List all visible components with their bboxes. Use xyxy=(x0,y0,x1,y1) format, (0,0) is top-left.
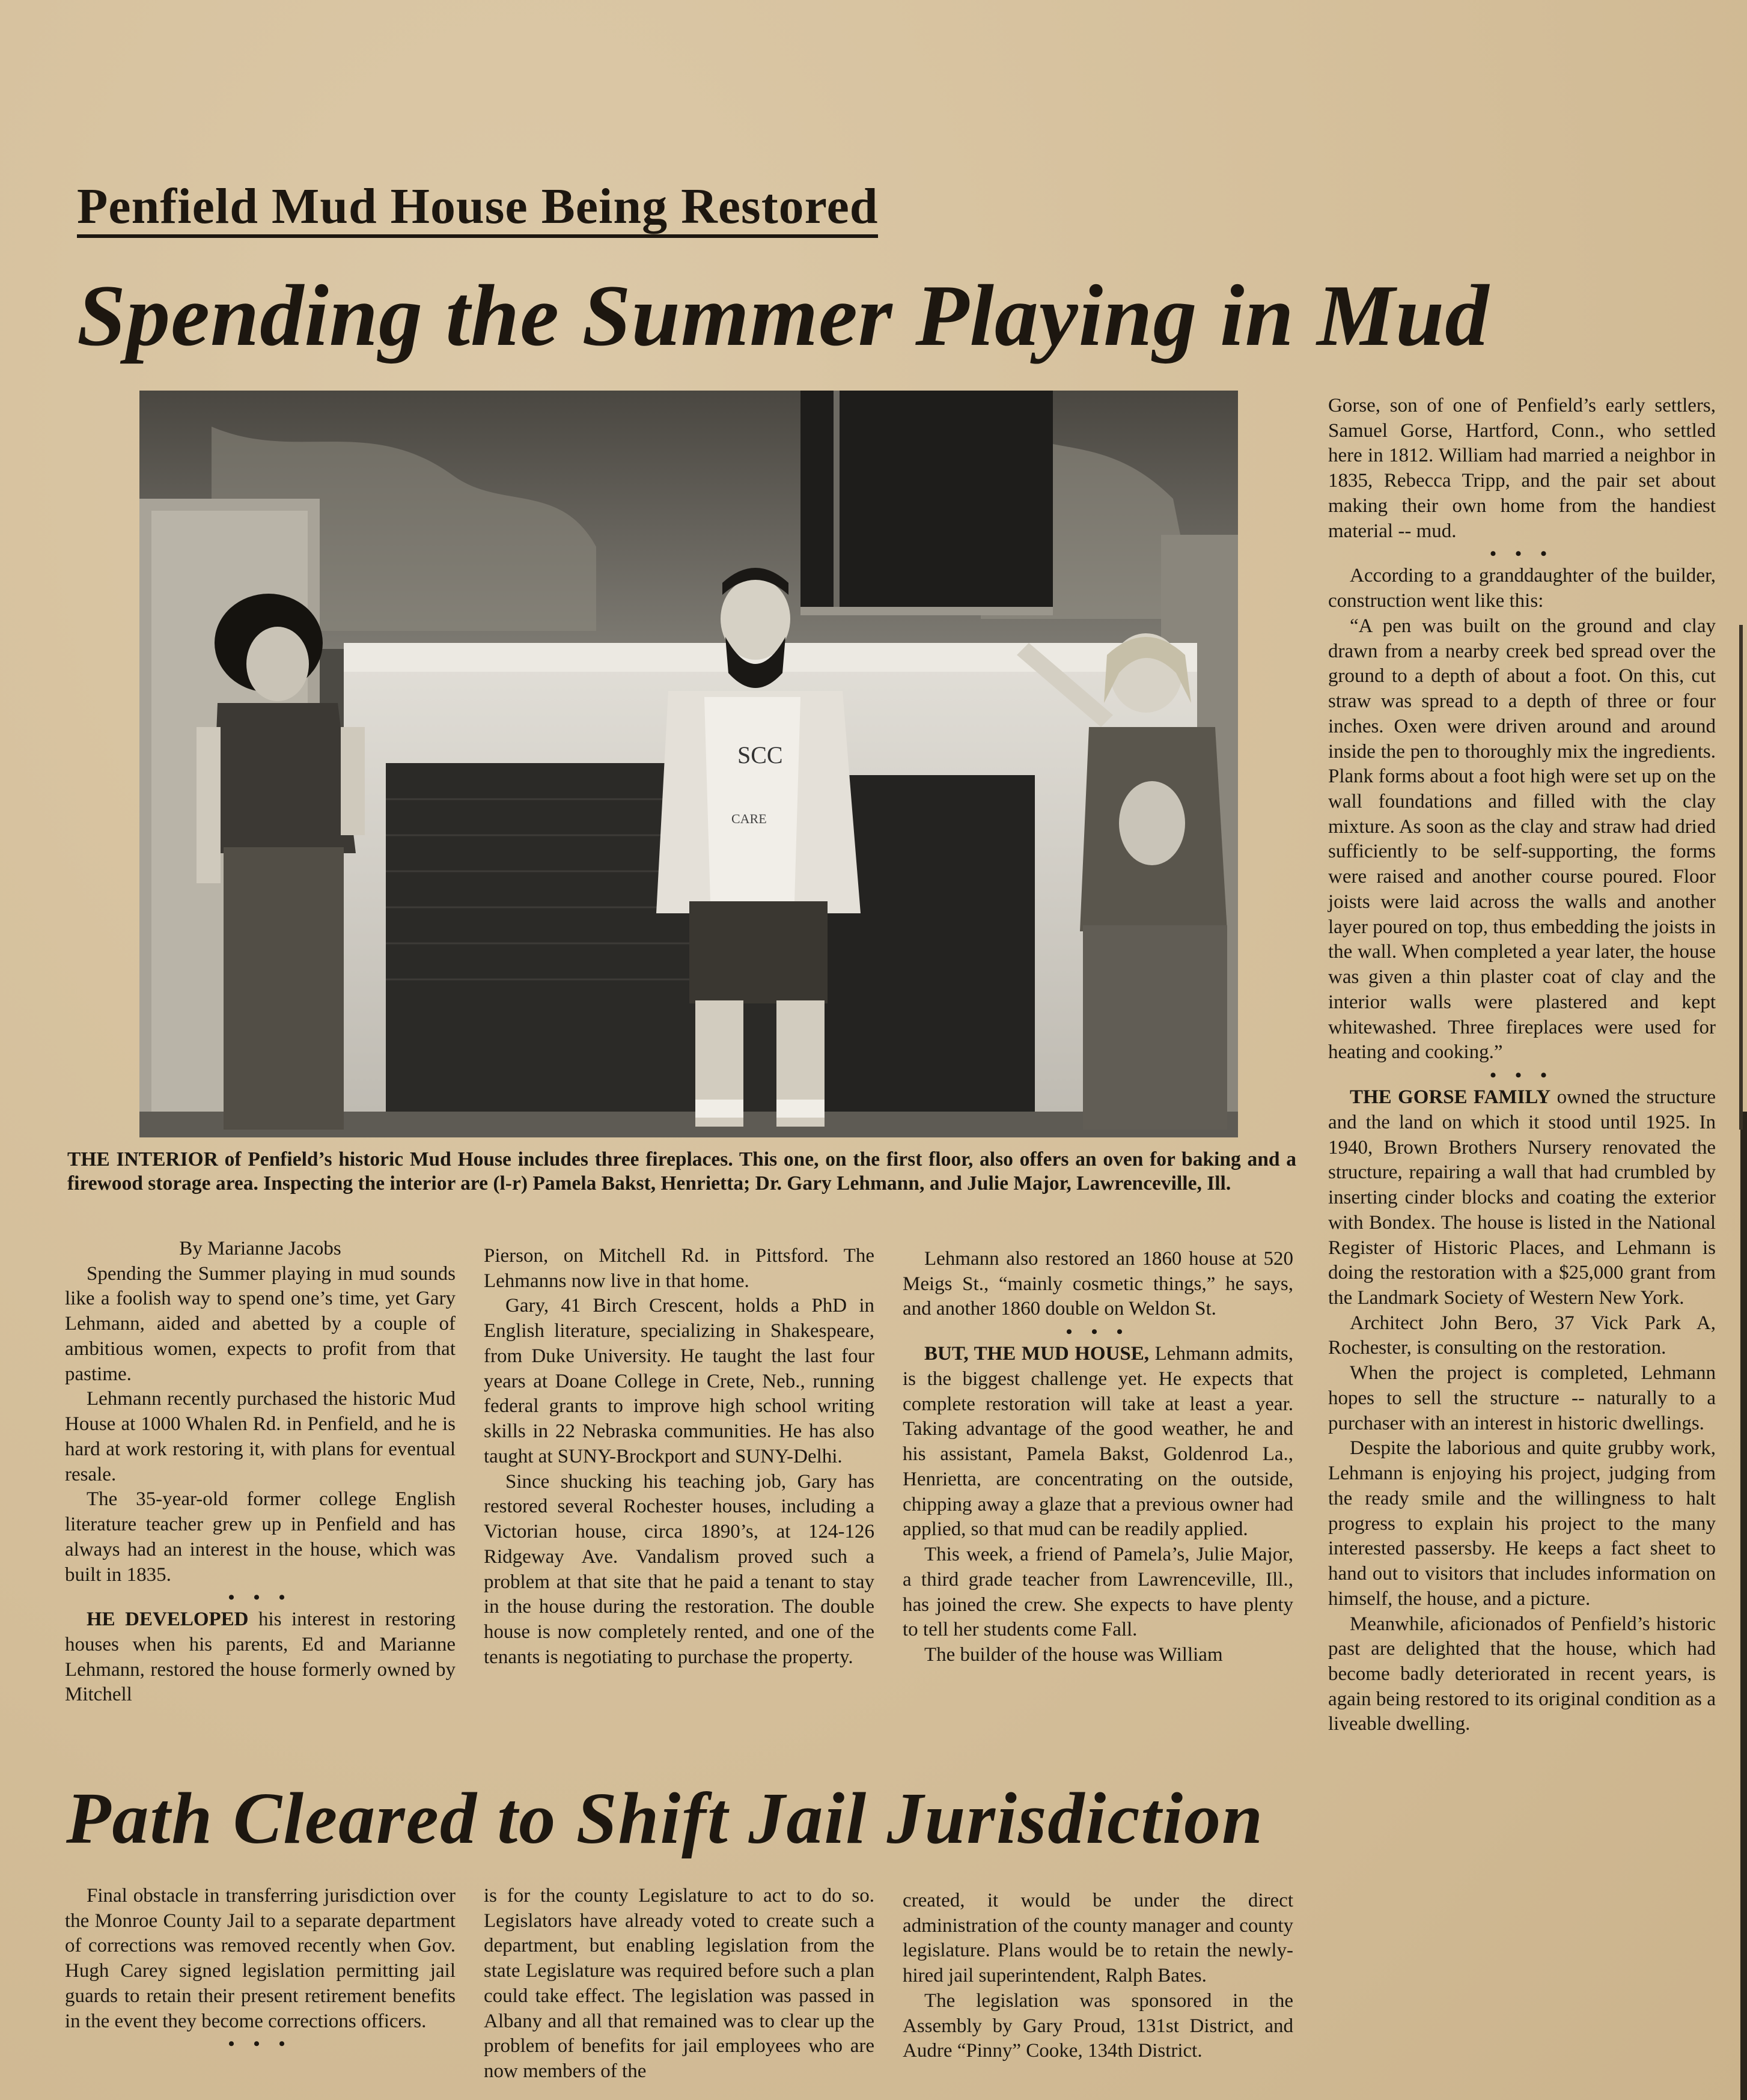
page-edge xyxy=(1740,1112,1747,2100)
paragraph: Architect John Bero, 37 Vick Park A, Rochester, is consulting on the restoration. xyxy=(1328,1312,1716,1359)
paragraph: Final obstacle in transferring jurisdiction over the Monroe County Jail to a separate department of corrections was removed recently when Gov. Hugh Carey signed legislation permitting jail guards to retain their present retirement benefits in the event they become corrections officers. xyxy=(65,1885,456,2032)
paragraph: created, it would be under the direct administration of the county manager and county legislature. Plans would be to retain the newly-hired jail superintendent, Ralph Bates. xyxy=(903,1890,1293,1987)
paragraph-text: his interest in restoring houses when his parents, Ed and Marianne Lehmann, restored the house formerly owned by Mitchell xyxy=(65,1608,456,1706)
paragraph-text: owned the structure and the land on which it stood until 1925. In 1940, Brown Brothers Nursery renovated the structure, repairing a wall that had crumbled by inserting cinder blocks and coating the exterior with Bondex. The house is listed in the National Register of Historic Places, and Lehmann is doing the restoration with a $25,000 grant from the Landmark Society of Western New York. xyxy=(1328,1086,1716,1309)
article-column-4 xyxy=(1328,394,1716,1737)
paragraph: Lehmann also restored an 1860 house at 520 Meigs St., “mainly cosmetic things,” he says, and another 1860 double on Weldon St. xyxy=(903,1248,1293,1320)
paragraph: This week, a friend of Pamela’s, Julie Major, a third grade teacher from Lawrenceville, Ill., has joined the crew. She expects to have plenty to tell her students come Fall. xyxy=(903,1544,1293,1641)
section-divider: • • • xyxy=(1490,1065,1554,1086)
article-photo xyxy=(139,391,1238,1137)
main-headline: Spending the Summer Playing in Mud xyxy=(77,267,1490,364)
section-divider: • • • xyxy=(1066,1322,1130,1342)
jail-column-2 xyxy=(484,1884,874,2084)
article-column-3 xyxy=(903,1247,1293,1668)
section-divider: • • • xyxy=(228,1587,293,1608)
photo-caption: THE INTERIOR of Penfield’s historic Mud House includes three fireplaces. This one, on the first floor, also offers an oven for baking and a firewood storage area. Inspecting the interior are (l-r) Pamela Bakst, Henrietta; Dr. Gary Lehmann, and Julie Major, Lawrenceville, Ill. xyxy=(67,1148,1296,1195)
page-edge-upper xyxy=(1739,625,1743,1130)
paragraph xyxy=(903,1342,1293,1542)
paragraph: Despite the laborious and quite grubby work, Lehmann is enjoying his project, judging from the ready smile and the willingness to halt progress to explain his project to the many interested passersby. He keeps a fact sheet to hand out to visitors that includes information on himself, the house, and a picture. xyxy=(1328,1437,1716,1610)
byline: By Marianne Jacobs xyxy=(179,1238,341,1259)
section-divider: • • • xyxy=(1490,544,1554,564)
photo-illustration xyxy=(139,391,1238,1137)
shirt-text-2: CARE xyxy=(731,811,767,826)
lead-in: HE DEVELOPED xyxy=(87,1608,249,1631)
paragraph: The 35-year-old former college English literature teacher grew up in Penfield and has always had an interest in the house, which was built in 1835. xyxy=(65,1488,456,1586)
kicker-headline: Penfield Mud House Being Restored xyxy=(77,180,878,238)
paragraph xyxy=(1328,1085,1716,1311)
shirt-text: SCC xyxy=(737,741,783,768)
article-column-1 xyxy=(65,1237,456,1708)
article-column-2 xyxy=(484,1244,874,1670)
paragraph: Gorse, son of one of Penfield’s early settlers, Samuel Gorse, Hartford, Conn., who settled here in 1812. William had married a neighbor in 1835, Rebecca Tripp, and the pair set about making their own home from the handiest material -- mud. xyxy=(1328,395,1716,542)
paragraph: Meanwhile, aficionados of Penfield’s historic past are delighted that the house, which had become badly deteriorated in recent years, is again being restored to its original condition as a liveable dwelling. xyxy=(1328,1613,1716,1735)
second-headline: Path Cleared to Shift Jail Jurisdiction xyxy=(66,1778,1264,1859)
lead-in: BUT, THE MUD HOUSE, xyxy=(924,1343,1150,1365)
paragraph: According to a granddaughter of the builder, construction went like this: xyxy=(1328,565,1716,612)
paragraph-text: Lehmann admits, is the biggest challenge yet. He expects that complete restoration will take at least a year. Taking advantage of the good weather, he and his assistant, Pamela Bakst, Goldenrod La., Henrietta, are concentrating on the outside, chipping away a glaze that a previous owner had applied, so that mud can be readily applied. xyxy=(903,1343,1293,1541)
paragraph: Lehmann recently purchased the historic Mud House at 1000 Whalen Rd. in Penfield, and he is hard at work restoring it, with plans for eventual resale. xyxy=(65,1388,456,1485)
jail-column-1 xyxy=(65,1884,456,2054)
section-divider: • • • xyxy=(228,2034,293,2054)
paragraph: Gary, 41 Birch Crescent, holds a PhD in English literature, specializing in Shakespeare, from Duke University. He taught the last four years at Doane College in Crete, Neb., running federal grants to improve high school writing skills in 22 Nebraska communities. He has also taught at SUNY-Brockport and SUNY-Delhi. xyxy=(484,1295,874,1467)
paragraph: Since shucking his teaching job, Gary has restored several Rochester houses, including a Victorian house, circa 1890’s, at 124-126 Ridgeway Ave. Vandalism proved such a problem at that site that he paid a tenant to stay in the house during the restoration. The double house is now completely rented, and one of the tenants is negotiating to purchase the property. xyxy=(484,1470,874,1668)
paragraph: The legislation was sponsored in the Assembly by Gary Proud, 131st District, and Audre “Pinny” Cooke, 134th District. xyxy=(903,1989,1293,2062)
paragraph xyxy=(65,1607,456,1708)
paragraph: is for the county Legislature to act to do so. Legislators have already voted to create such a department, but enabling legislation from the state Legislature was required before such a plan could take effect. The legislation was passed in Albany and all that remained was to clear up the problem of benefits for jail employees who are now members of the xyxy=(484,1885,874,2083)
paragraph: When the project is completed, Lehmann hopes to sell the structure -- naturally to a purchaser with an interest in historic dwellings. xyxy=(1328,1362,1716,1434)
paragraph: Spending the Summer playing in mud sounds like a foolish way to spend one’s time, yet Gary Lehmann, aided and abetted by a couple of ambitious women, expects to profit from that pastime. xyxy=(65,1262,456,1385)
paragraph: The builder of the house was William xyxy=(924,1644,1223,1666)
jail-column-3 xyxy=(903,1888,1293,2064)
lead-in: THE GORSE FAMILY xyxy=(1350,1086,1551,1109)
paragraph: Pierson, on Mitchell Rd. in Pittsford. The Lehmanns now live in that home. xyxy=(484,1245,874,1292)
paragraph: “A pen was built on the ground and clay drawn from a nearby creek bed spread over the ground to a depth of about a foot. On this, cut straw was spread to a depth of three or four inches. Oxen were driven around and around inside the pen to thoroughly mix the ingredients. Plank forms about a foot high were set up on the wall foundations and filled with the clay mixture. As soon as the clay and straw had dried sufficiently to be self-supporting, the forms were raised and another course poured. Floor joists were laid across the walls and another layer poured on top, thus embedding the joists in the wall. When completed a year later, the house was given a thin plaster coat of clay and the interior walls were plastered and kept whitewashed. Three fireplaces were used for heating and cooking.” xyxy=(1328,615,1716,1064)
